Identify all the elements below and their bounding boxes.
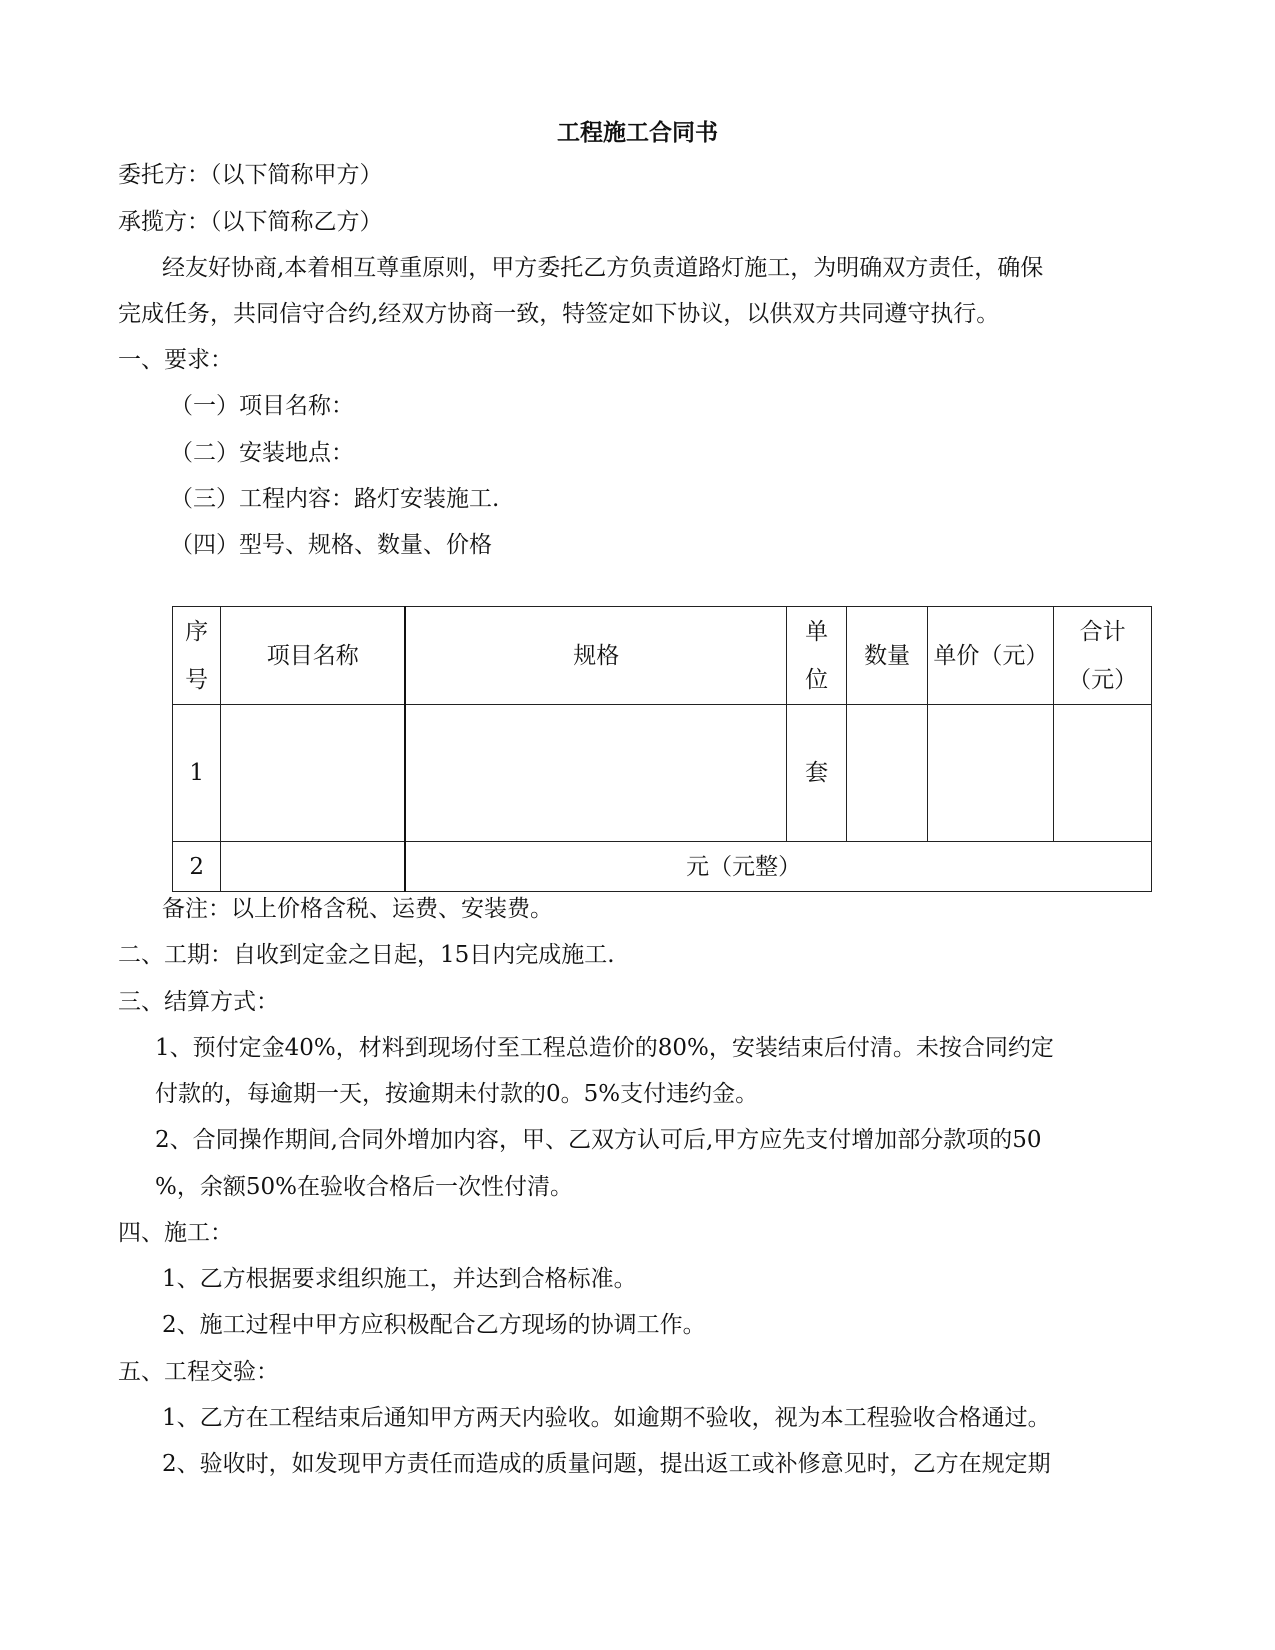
section-5-line: 2、验收时，如发现甲方责任而造成的质量问题，提出返工或补修意见时，乙方在规定期 — [162, 1451, 1051, 1477]
section-1-item: （四）型号、规格、数量、价格 — [170, 532, 492, 558]
row2-seq: 2 — [173, 842, 221, 892]
row1-quantity — [846, 705, 928, 842]
row1-spec — [405, 705, 787, 842]
header-seq-line: 序 — [185, 618, 209, 645]
spec-price-table — [172, 606, 1152, 892]
header-seq-line: 号 — [185, 666, 209, 693]
section-3-line: %，余额50%在验收合格后一次性付清。 — [155, 1174, 573, 1200]
client-party: 委托方：（以下简称甲方） — [118, 162, 383, 188]
section-5-line: 1、乙方在工程结束后通知甲方两天内验收。如逾期不验收，视为本工程验收合格通过。 — [162, 1405, 1051, 1431]
header-spec: 规格 — [405, 607, 787, 705]
section-3-heading: 三、结算方式： — [118, 989, 279, 1015]
row1-unit: 套 — [787, 705, 846, 842]
section-2-schedule: 二、工期：自收到定金之日起，15日内完成施工. — [118, 942, 615, 968]
header-unit-line: 位 — [805, 666, 829, 693]
section-3-line: 付款的，每逾期一天，按逾期未付款的0。5%支付违约金。 — [155, 1081, 759, 1107]
header-total-line: （元） — [1068, 666, 1138, 693]
row1-seq: 1 — [173, 705, 221, 842]
contractor-party: 承揽方：（以下简称乙方） — [118, 209, 383, 235]
header-total — [1054, 607, 1152, 705]
section-4-heading: 四、施工： — [118, 1220, 233, 1246]
row2-amount: 元（元整） — [405, 842, 1151, 892]
section-3-line: 2、合同操作期间,合同外增加内容，甲、乙双方认可后,甲方应先支付增加部分款项的50 — [155, 1127, 1042, 1153]
header-unit-price: 单价（元） — [928, 607, 1054, 705]
section-4-line: 1、乙方根据要求组织施工，并达到合格标准。 — [162, 1266, 637, 1292]
row1-unit-price — [928, 705, 1054, 842]
header-quantity: 数量 — [846, 607, 928, 705]
remark-note: 备注：以上价格含税、运费、安装费。 — [162, 896, 553, 922]
row1-item-name — [221, 705, 405, 842]
table-row — [173, 705, 1152, 842]
header-unit — [787, 607, 846, 705]
section-3-line: 1、预付定金40%，材料到现场付至工程总造价的80%，安装结束后付清。未按合同约定 — [155, 1035, 1054, 1061]
row2-item-name — [221, 842, 405, 892]
section-1-item: （二）安装地点： — [170, 440, 354, 466]
header-unit-line: 单 — [805, 618, 829, 645]
header-total-line: 合计 — [1079, 618, 1126, 645]
section-4-line: 2、施工过程中甲方应积极配合乙方现场的协调工作。 — [162, 1312, 706, 1338]
section-1-item: （一）项目名称： — [170, 393, 354, 419]
section-5-heading: 五、工程交验： — [118, 1359, 279, 1385]
table-header-row — [173, 607, 1152, 705]
intro-line-1: 经友好协商,本着相互尊重原则，甲方委托乙方负责道路灯施工，为明确双方责任，确保 — [162, 255, 1044, 281]
section-1-heading: 一、要求： — [118, 347, 233, 373]
header-seq — [173, 607, 221, 705]
header-item-name: 项目名称 — [221, 607, 405, 705]
section-1-item: （三）工程内容：路灯安装施工. — [170, 486, 500, 512]
document-title: 工程施工合同书 — [557, 119, 718, 146]
intro-line-2: 完成任务，共同信守合约,经双方协商一致，特签定如下协议，以供双方共同遵守执行。 — [118, 301, 1000, 327]
table-row — [173, 842, 1152, 892]
row1-total — [1054, 705, 1152, 842]
